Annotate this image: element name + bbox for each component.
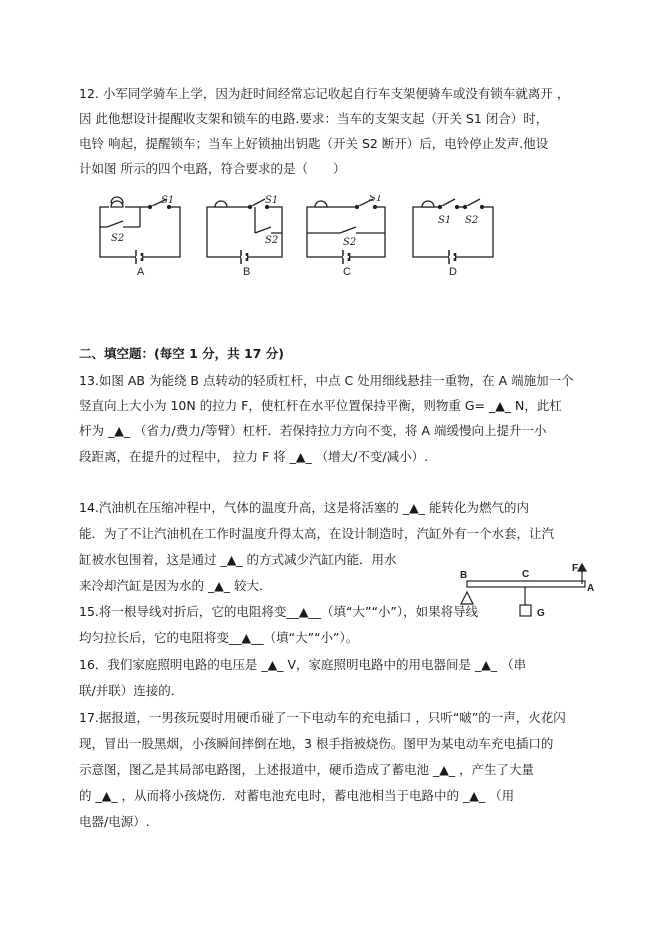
q12-line-2: 因 此他想设计提醒收支架和锁车的电路.要求：当车的支架支起（开关 S1 闭合）时， bbox=[79, 111, 549, 126]
lever-label-b: B bbox=[460, 570, 468, 581]
circuit-c-s1-label: S1 bbox=[369, 195, 383, 204]
q16-line-1: 16．我们家庭照明电路的电压是 _▲_ V，家庭照明电路中的用电器间是 _▲_ （串 bbox=[79, 657, 527, 672]
q14-line-1: 14.汽油机在压缩冲程中，气体的温度升高，这是将活塞的 _▲_ 能转化为燃气的内 bbox=[79, 500, 529, 515]
lever-label-g: G bbox=[537, 608, 545, 619]
circuit-d-s2-switch bbox=[465, 199, 480, 207]
q12-line-3: 电铃 响起，提醒锁车；当车上好锁抽出钥匙（开关 S2 断开）后，电铃停止发声.他设 bbox=[79, 136, 549, 151]
q13-line-4: 段距离，在提升的过程中， 拉力 F 将 _▲_ （增大/不变/减小）. bbox=[79, 449, 429, 464]
lever-label-a: A bbox=[587, 583, 595, 594]
q13-line-3: 杆为 _▲_ （省力/费力/等臂）杠杆．若保持拉力方向不变，将 A 端缓慢向上提升一小 bbox=[79, 423, 547, 438]
q17-line-2: 现，冒出一股黑烟，小孩瞬间摔倒在地，3 根手指被烧伤。图甲为某电动车充电插口的 bbox=[79, 736, 554, 751]
circuit-c-option-label: C bbox=[343, 266, 351, 278]
circuit-a-option-label: A bbox=[137, 266, 145, 278]
circuit-d-s2-label: S2 bbox=[465, 215, 479, 226]
circuit-b-s1-switch bbox=[250, 199, 265, 207]
pivot-icon bbox=[461, 592, 473, 604]
circuit-c-s2-label: S2 bbox=[343, 237, 357, 248]
circuit-diagrams bbox=[95, 195, 515, 280]
circuit-c-bell-icon bbox=[315, 201, 327, 207]
q17-line-3: 示意图，图乙是其局部电路图，上述报道中，硬币造成了蓄电池 _▲_ ，产生了大量 bbox=[79, 762, 535, 777]
circuit-c bbox=[307, 199, 385, 264]
q15-line-2: 均匀拉长后，它的电阻将变__▲__（填“大”“小”）。 bbox=[79, 630, 359, 645]
q13-line-1: 13.如图 AB 为能绕 B 点转动的轻质杠杆，中点 C 处用细线悬挂一重物，在 A 端施加一个 bbox=[79, 373, 574, 388]
q14-line-3: 缸被水包围着，这是通过 _▲_ 的方式减少汽缸内能．用水 bbox=[79, 552, 397, 567]
q17-line-4: 的 _▲_ ，从而将小孩烧伤．对蓄电池充电时，蓄电池相当于电路中的 _▲_ （用 bbox=[79, 788, 515, 803]
circuit-a-bell-shape bbox=[111, 201, 123, 207]
q14-line-4: 来冷却汽缸是因为水的 _▲_ 较大． bbox=[79, 578, 272, 593]
circuit-a-s2-label: S2 bbox=[111, 233, 125, 244]
q13-line-2: 竖直向上大小为 10N 的拉力 F，使杠杆在水平位置保持平衡，则物重 G= _▲_ N，此杠 bbox=[79, 398, 562, 413]
q12-line-1: 12. 小军同学骑车上学，因为赶时间经常忘记收起自行车支架便骑车或没有锁车就离开 ， bbox=[79, 86, 570, 101]
force-arrowhead-icon bbox=[578, 564, 586, 571]
circuit-d-s1-switch bbox=[440, 199, 455, 207]
q17-line-1: 17.据报道，一男孩玩耍时用硬币碰了一下电动车的充电插口 ，只听“啵”的一声，火花闪 bbox=[79, 710, 566, 725]
section-fill-blank-title: 二、填空题：(每空 1 分，共 17 分) bbox=[79, 346, 284, 361]
circuit-b-s2-label: S2 bbox=[265, 235, 279, 246]
circuit-b-s2-switch bbox=[255, 227, 271, 233]
circuit-d-bell-icon bbox=[422, 201, 434, 207]
circuit-figures bbox=[95, 195, 515, 280]
circuit-b-s1-label: S1 bbox=[265, 195, 279, 206]
circuit-d-option-label: D bbox=[449, 266, 457, 278]
lever-label-f: F bbox=[572, 563, 579, 574]
circuit-b-bell-icon bbox=[215, 201, 227, 207]
circuit-d bbox=[413, 199, 493, 264]
lever-bar bbox=[467, 581, 585, 587]
circuit-b bbox=[207, 199, 282, 264]
circuit-a-s2-switch bbox=[107, 221, 123, 227]
circuit-a-s1-label: S1 bbox=[161, 195, 175, 206]
circuit-d-frame bbox=[413, 207, 493, 257]
q14-line-2: 能．为了不让汽油机在工作时温度升得太高，在设计制造时，汽缸外有一个水套，让汽 bbox=[79, 526, 555, 541]
q17-line-5: 电器/电源）. bbox=[79, 814, 150, 829]
q16-line-2: 联/并联）连接的． bbox=[79, 683, 184, 698]
weight-box bbox=[520, 605, 531, 616]
circuit-c-s2-switch bbox=[340, 227, 356, 233]
circuit-d-s1-label: S1 bbox=[438, 215, 452, 226]
lever-label-c: C bbox=[522, 569, 530, 580]
circuit-b-option-label: B bbox=[243, 266, 251, 278]
q12-line-4: 计如图 所示的四个电路，符合要求的是（ ） bbox=[79, 161, 346, 176]
q15-line-1: 15.将一根导线对折后，它的电阻将变__▲__（填“大”“小”），如果将导线 bbox=[79, 604, 479, 619]
circuit-c-frame bbox=[307, 207, 385, 257]
circuit-a bbox=[100, 197, 180, 264]
circuit-b-frame bbox=[207, 207, 282, 257]
